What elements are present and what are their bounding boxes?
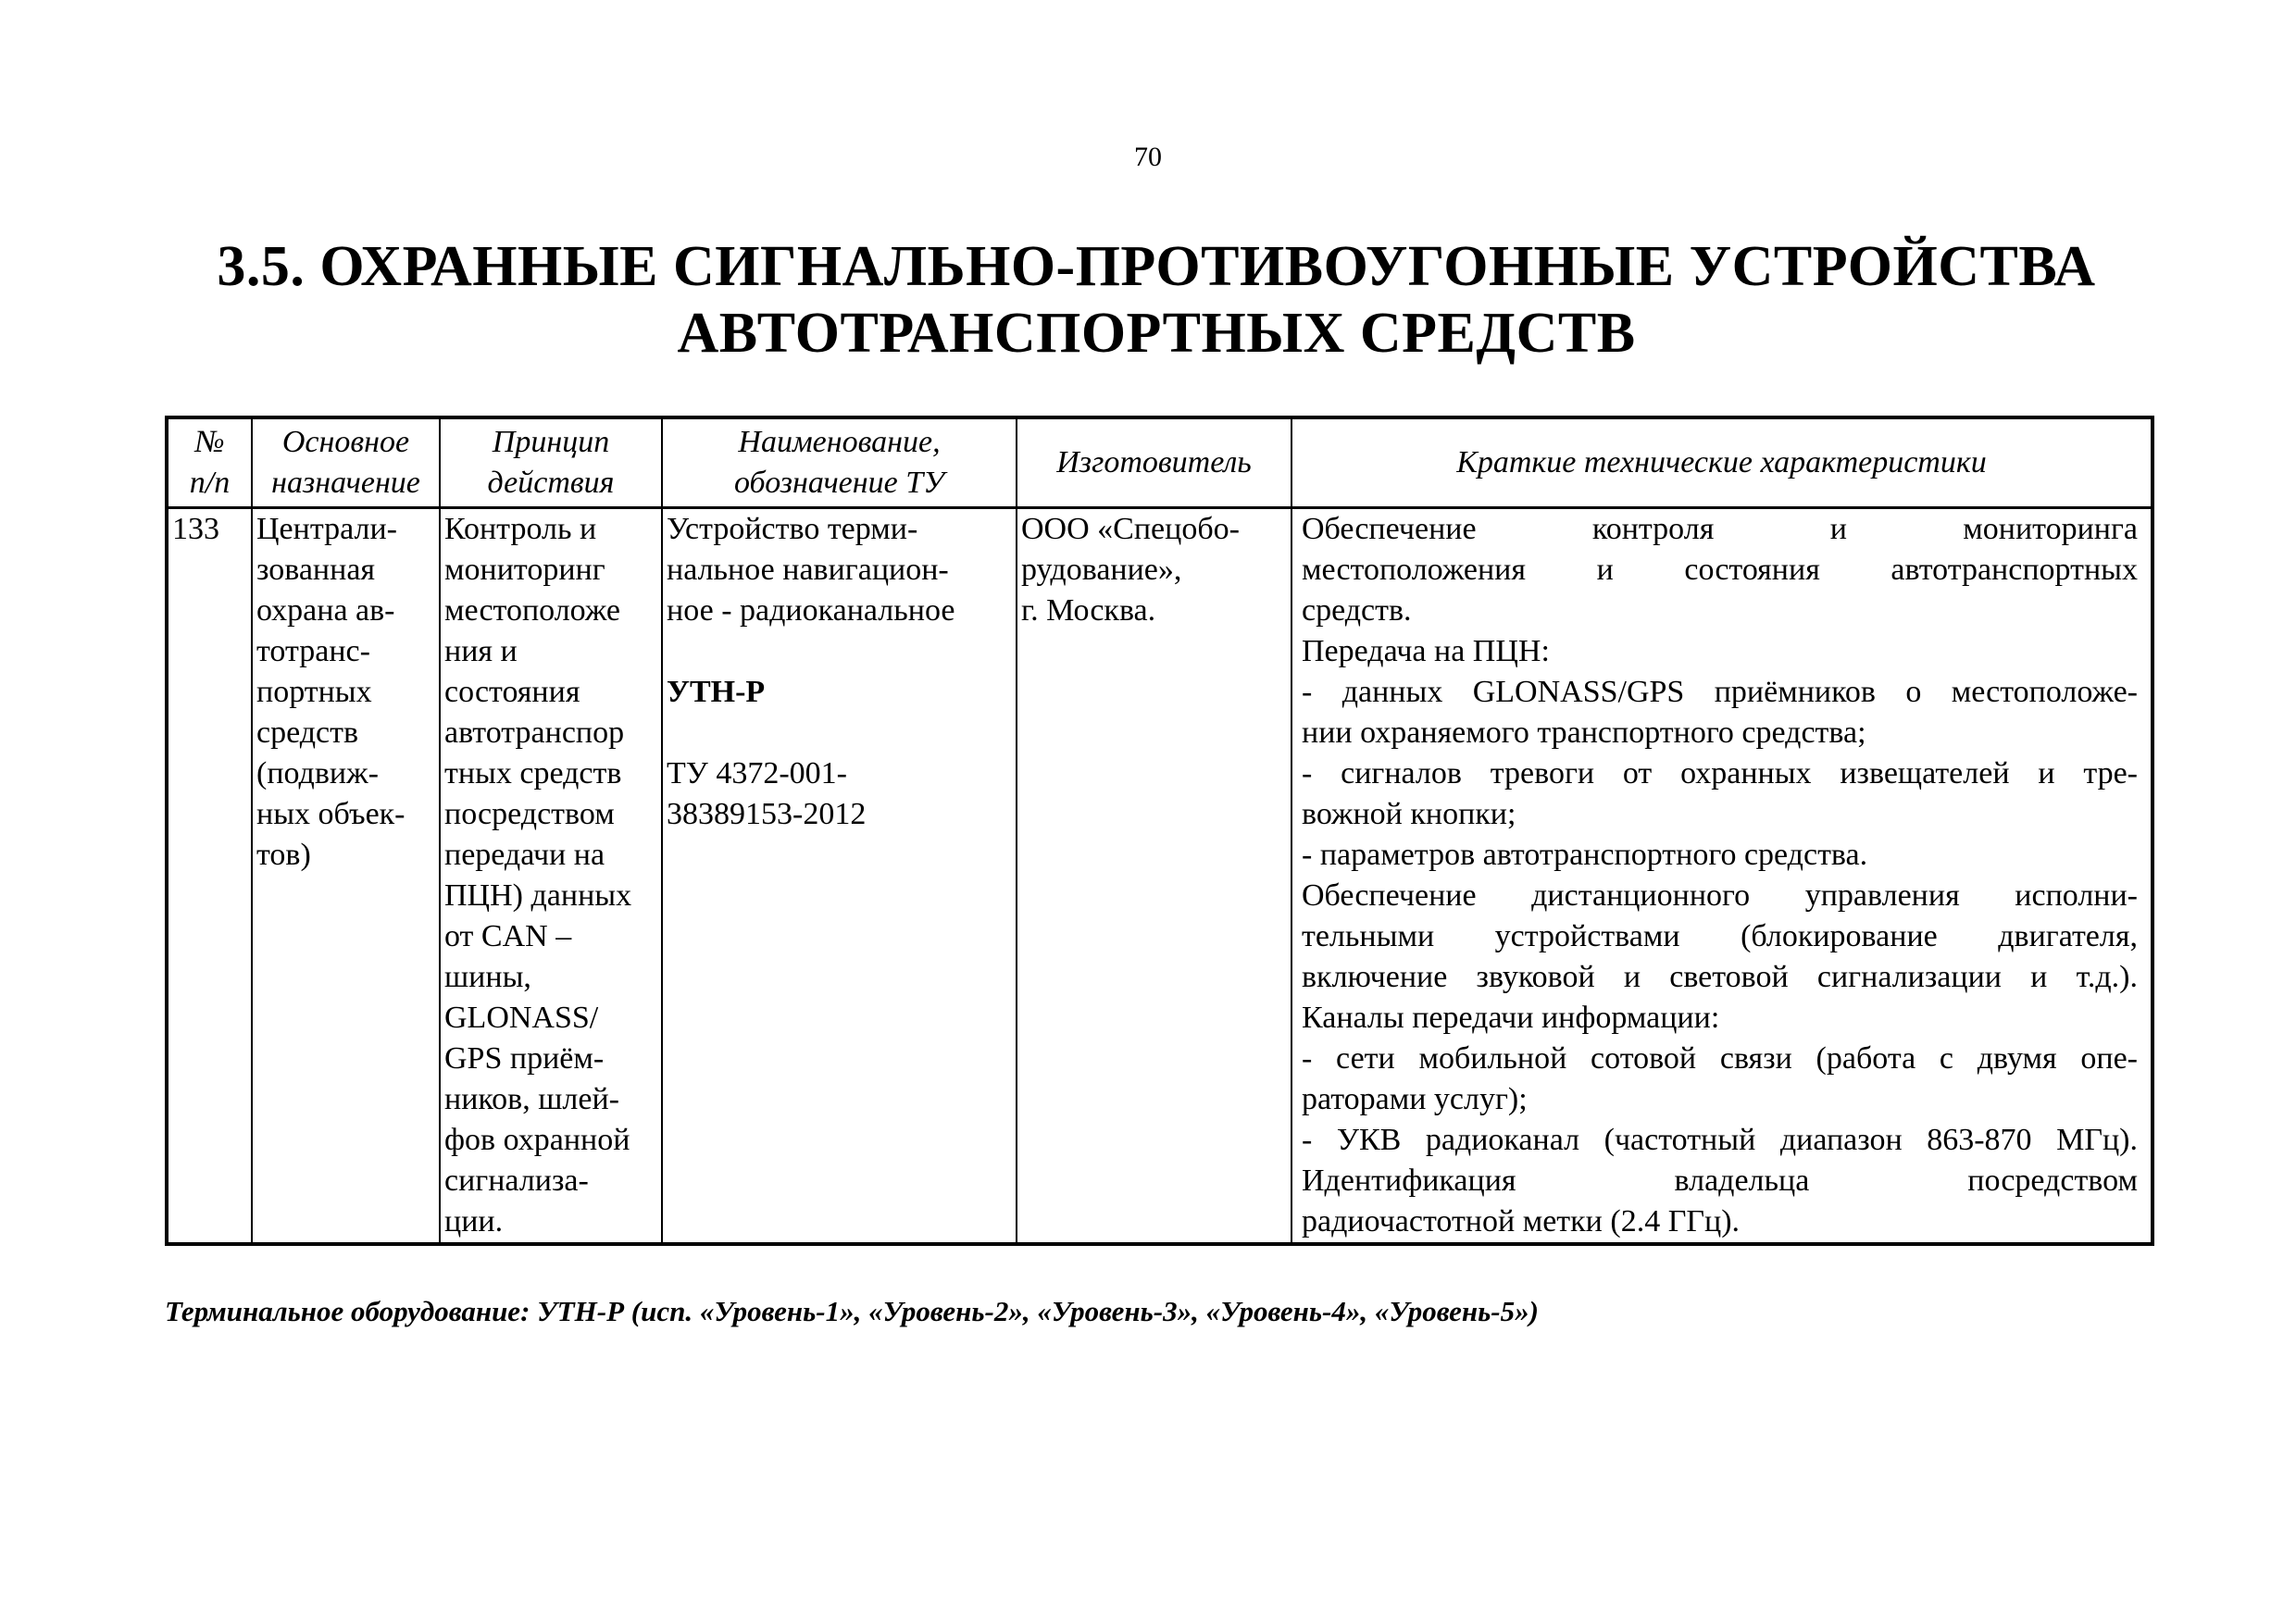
section-title-line-2: АВТОТРАНСПОРТНЫХ СРЕДСТВ <box>677 302 1636 365</box>
principle-line: местоположе <box>444 593 620 628</box>
principle-line: сигнализа- <box>444 1164 589 1198</box>
characteristics-line: средств. <box>1302 593 1412 628</box>
footnote: Терминальное оборудование: УТН-Р (исп. «Уровень-1», «Уровень-2», «Уровень-3», «Уровень-4», «Уровень-5») <box>165 1295 1539 1327</box>
header-characteristics: Краткие технические характеристики <box>1292 417 2152 508</box>
header-purpose <box>252 417 440 508</box>
principle-line: состояния <box>444 675 580 709</box>
manufacturer-line: ООО «Спецобо- <box>1021 512 1240 546</box>
characteristics-line: Передача на ПЦН: <box>1302 634 1550 668</box>
characteristics-line: Обеспечение контроля и мониторинга <box>1302 512 2138 546</box>
characteristics-line: - параметров автотранспортного средства. <box>1302 838 1868 872</box>
table-row <box>167 508 2152 1245</box>
purpose-line: ных объек- <box>256 797 406 831</box>
tu-line: ТУ 4372-001- <box>667 756 847 790</box>
purpose-line: Централи- <box>256 512 397 546</box>
purpose-line: тотранс- <box>256 634 370 668</box>
header-principle-line-1: Принцип <box>492 425 610 459</box>
principle-line: тных средств <box>444 756 622 790</box>
spacer <box>667 631 1012 672</box>
section-title-line-1: 3.5. ОХРАННЫЕ СИГНАЛЬНО-ПРОТИВОУГОННЫЕ УСТРОЙСТВА <box>217 235 2096 298</box>
principle-line: GPS приём- <box>444 1041 605 1076</box>
header-num-line-1: № <box>194 425 225 459</box>
cell-manufacturer <box>1017 508 1292 1245</box>
header-purpose-line-1: Основное <box>281 425 410 459</box>
header-name-line-2: обозначение ТУ <box>734 466 944 500</box>
principle-line: Контроль и <box>444 512 597 546</box>
purpose-line: средств <box>256 716 359 750</box>
principle-line: мониторинг <box>444 553 605 587</box>
characteristics-line: Каналы передачи информации: <box>1302 1001 1720 1035</box>
principle-line: ния и <box>444 634 518 668</box>
cell-name <box>662 508 1017 1245</box>
principle-line: ПЦН) данных <box>444 878 632 913</box>
principle-line: посредством <box>444 797 615 831</box>
name-line: ное - радиоканальное <box>667 593 955 628</box>
principle-line: GLONASS/ <box>444 1001 599 1035</box>
characteristics-line: Обеспечение дистанционного управления исполни- <box>1302 878 2138 913</box>
characteristics-line: - сигналов тревоги от охранных извещателей и тре- <box>1302 756 2138 790</box>
purpose-line: зованная <box>256 553 376 587</box>
header-num <box>167 417 252 508</box>
equipment-table <box>165 416 2154 1246</box>
manufacturer-line: г. Москва. <box>1021 593 1156 628</box>
principle-line: ции. <box>444 1204 504 1238</box>
characteristics-line: - данных GLONASS/GPS приёмников о местоположе- <box>1302 675 2138 709</box>
principle-line: фов охранной <box>444 1123 630 1157</box>
name-line: нальное навигацион- <box>667 553 949 587</box>
principle-line: шины, <box>444 960 531 994</box>
characteristics-line: раторами услуг); <box>1302 1082 1528 1116</box>
header-principle <box>440 417 662 508</box>
principle-line: передачи на <box>444 838 605 872</box>
characteristics-line: нии охраняемого транспортного средства; <box>1302 716 1866 750</box>
characteristics-line: радиочастотной метки (2.4 ГГц). <box>1302 1204 1741 1238</box>
purpose-line: портных <box>256 675 372 709</box>
section-title <box>0 233 2296 367</box>
table-header-row <box>167 417 2152 508</box>
characteristics-line: вожной кнопки; <box>1302 797 1516 831</box>
cell-characteristics <box>1292 508 2152 1245</box>
principle-line: автотранспор <box>444 716 625 750</box>
header-num-line-2: п/п <box>189 466 231 500</box>
characteristics-line: включение звуковой и световой сигнализации и т.д.). <box>1302 960 2138 994</box>
characteristics-line: Идентификация владельца посредством <box>1302 1164 2138 1198</box>
characteristics-line: тельными устройствами (блокирование двигателя, <box>1302 919 2138 953</box>
header-principle-line-2: действия <box>487 466 615 500</box>
characteristics-line: - сети мобильной сотовой связи (работа с двумя опе- <box>1302 1041 2138 1076</box>
spacer <box>667 713 1012 753</box>
header-purpose-line-2: назначение <box>271 466 420 500</box>
header-name-line-1: Наименование, <box>738 425 941 459</box>
tu-line: 38389153-2012 <box>667 797 867 831</box>
manufacturer-line: рудование», <box>1021 553 1182 587</box>
cell-principle <box>440 508 662 1245</box>
header-manufacturer: Изготовитель <box>1017 417 1292 508</box>
characteristics-line: - УКВ радиоканал (частотный диапазон 863-870 МГц). <box>1302 1123 2138 1157</box>
purpose-line: тов) <box>256 838 311 872</box>
page-number: 70 <box>1134 142 1162 172</box>
principle-line: от CAN – <box>444 919 572 953</box>
cell-purpose <box>252 508 440 1245</box>
cell-num: 133 <box>167 508 252 1245</box>
header-name <box>662 417 1017 508</box>
characteristics-line: местоположения и состояния автотранспортных <box>1302 553 2138 587</box>
purpose-line: охрана ав- <box>256 593 395 628</box>
device-name: УТН-Р <box>667 675 766 709</box>
purpose-line: (подвиж- <box>256 756 379 790</box>
name-line: Устройство терми- <box>667 512 918 546</box>
principle-line: ников, шлей- <box>444 1082 619 1116</box>
